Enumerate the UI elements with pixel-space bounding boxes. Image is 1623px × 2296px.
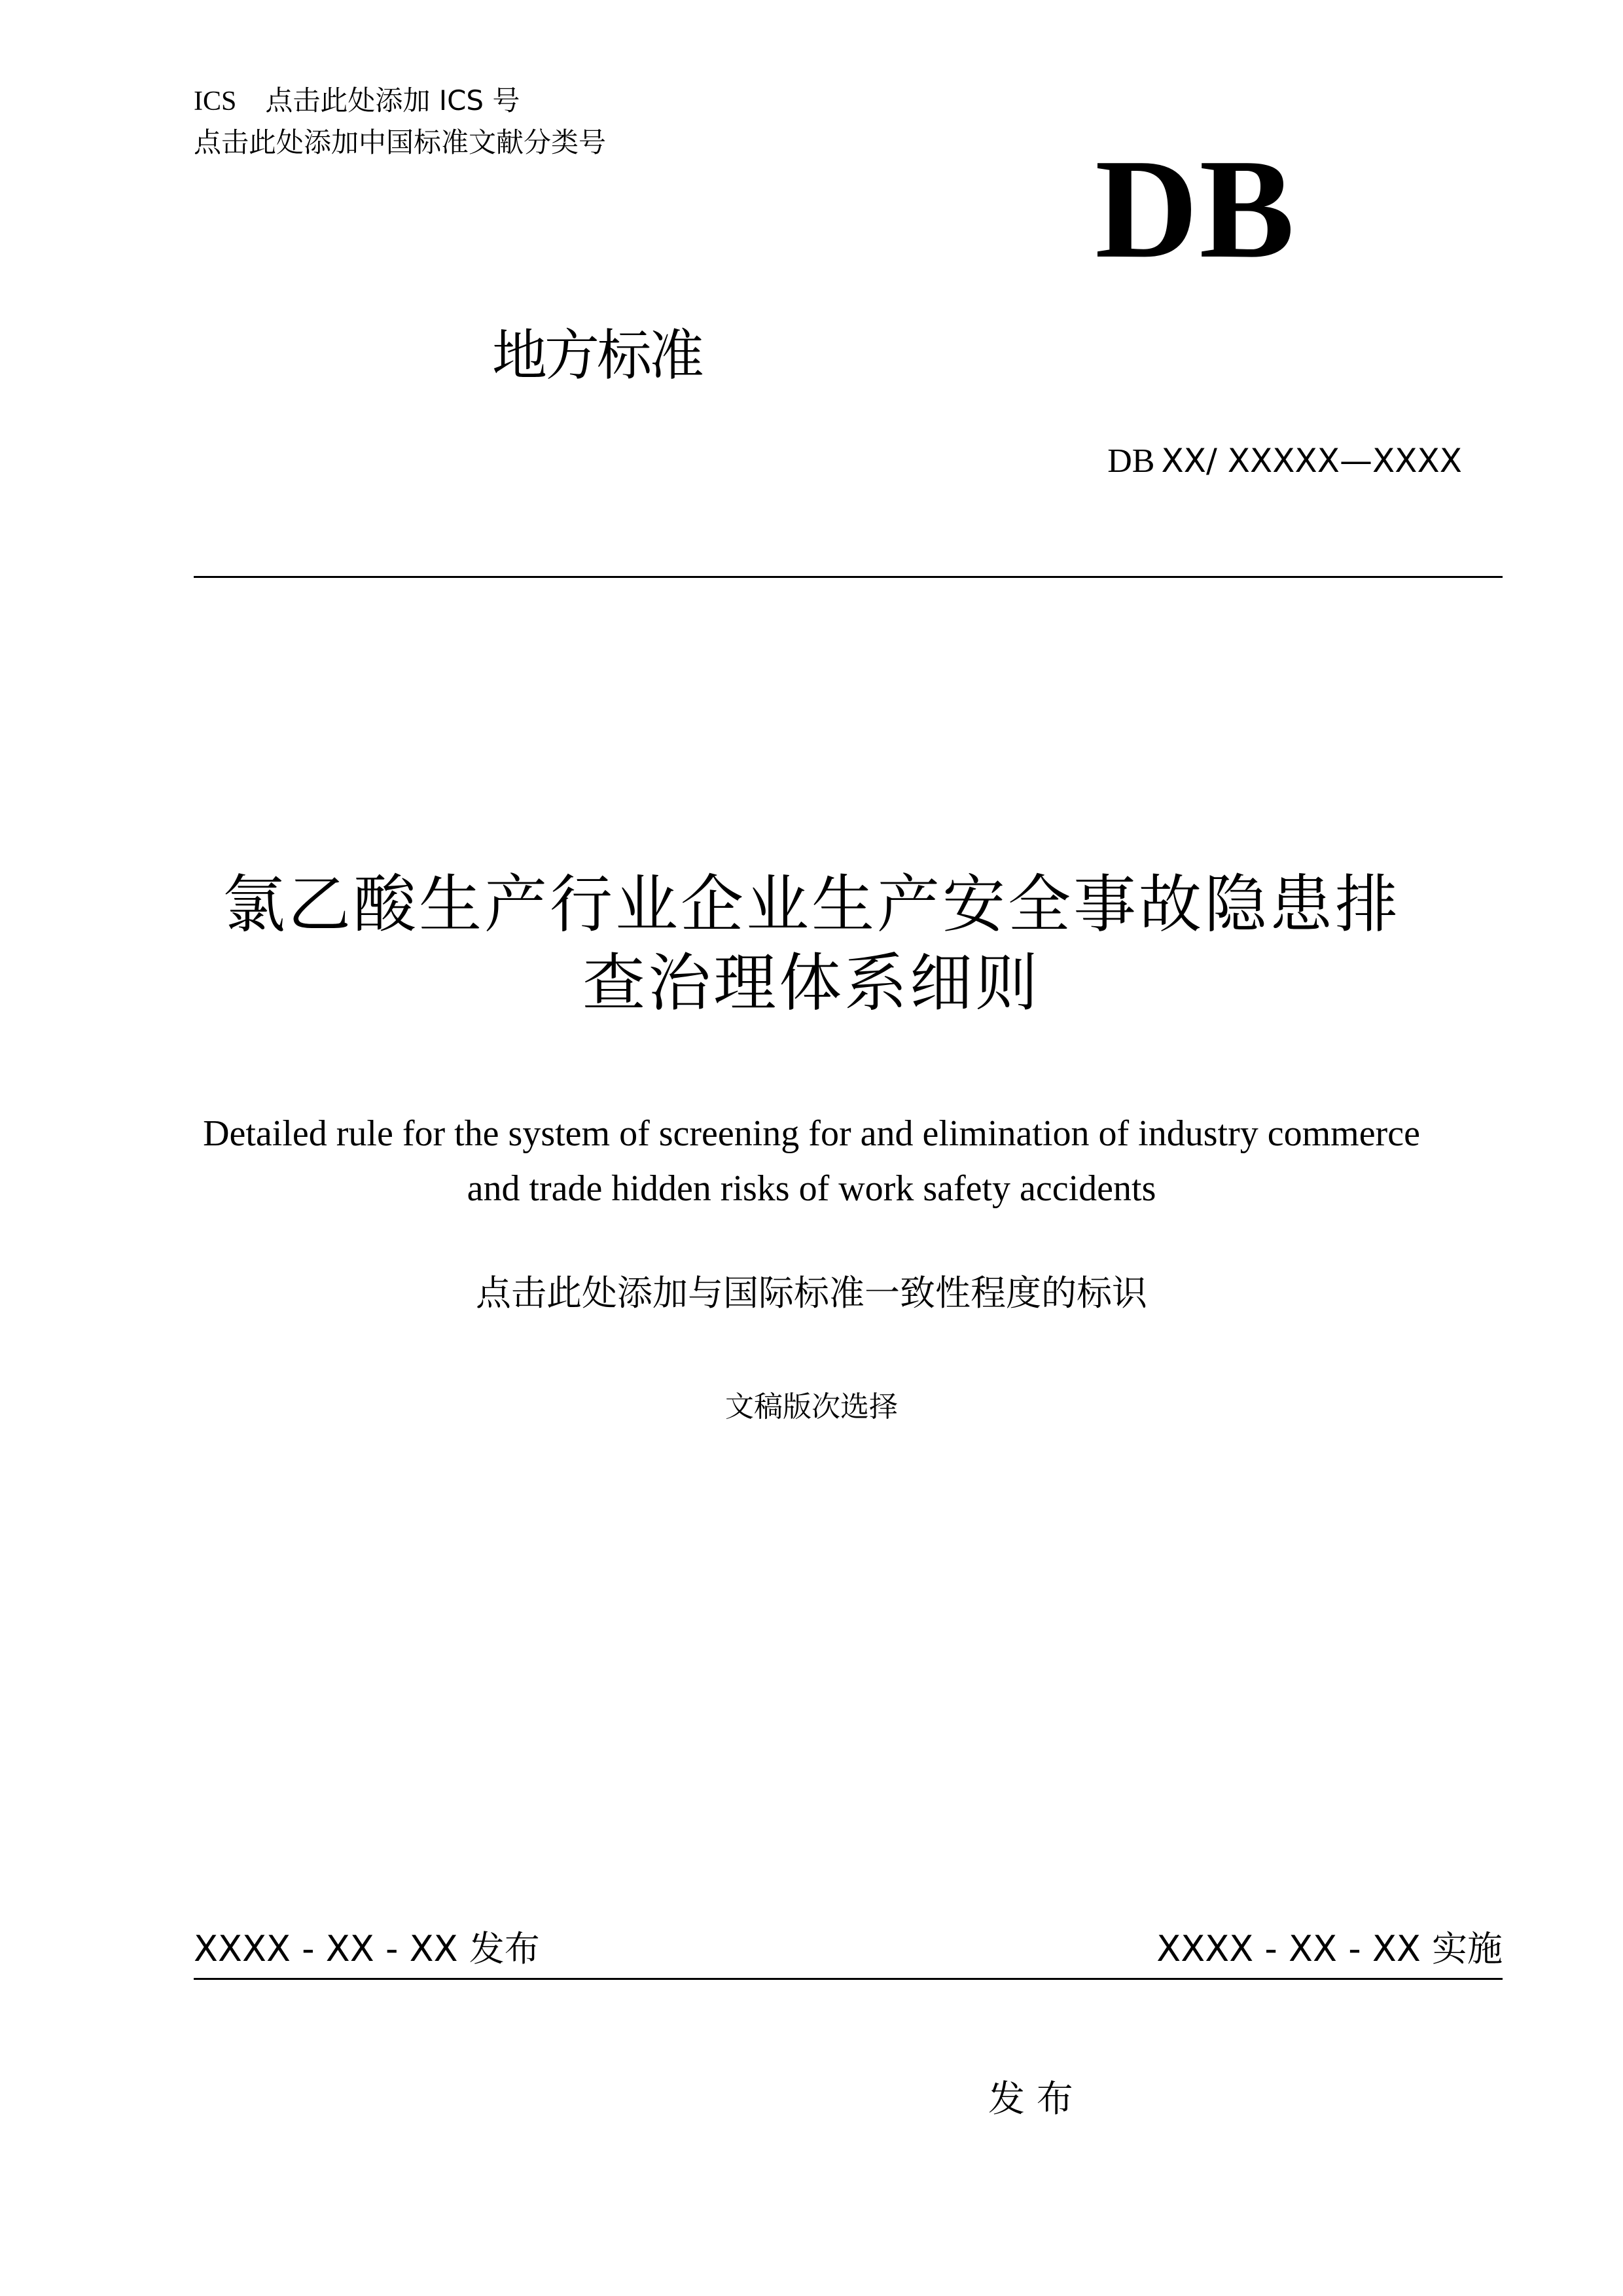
standard-number[interactable]	[1107, 440, 1462, 482]
top-divider	[194, 576, 1503, 578]
chinese-title-line-2: 查治理体系细则	[582, 946, 1041, 1020]
implement-date[interactable]: XXXX - XX - XX 实施	[1156, 1928, 1503, 1969]
english-title[interactable]	[131, 1106, 1492, 1216]
issuer-label[interactable]: 发 布	[988, 2078, 1073, 2121]
ics-row	[194, 82, 520, 120]
bottom-divider	[194, 1978, 1503, 1980]
conformance-field[interactable]: 点击此处添加与国际标准一致性程度的标识	[476, 1272, 1147, 1314]
ccs-number-field[interactable]: 点击此处添加中国标准文献分类号	[194, 126, 607, 158]
publish-date[interactable]: XXXX - XX - XX 发布	[194, 1928, 540, 1969]
chinese-title-line-1: 氯乙酸生产行业企业生产安全事故隐患排	[223, 868, 1400, 941]
ics-number-field[interactable]: 点击此处添加 ICS 号	[265, 84, 520, 117]
draft-version-select[interactable]: 文稿版次选择	[725, 1390, 898, 1424]
standard-type: 地方标准	[492, 323, 702, 387]
chinese-title[interactable]	[131, 865, 1492, 1022]
standard-number-prefix: DB	[1107, 442, 1155, 480]
standard-number-value: XX/ XXXXX—XXXX	[1161, 442, 1462, 480]
db-logo: DB	[1095, 130, 1296, 288]
english-title-line-2: and trade hidden risks of work safety accidents	[467, 1168, 1156, 1209]
ics-label: ICS	[194, 86, 237, 117]
english-title-line-1: Detailed rule for the system of screening for and elimination of industry commerce	[203, 1113, 1420, 1154]
